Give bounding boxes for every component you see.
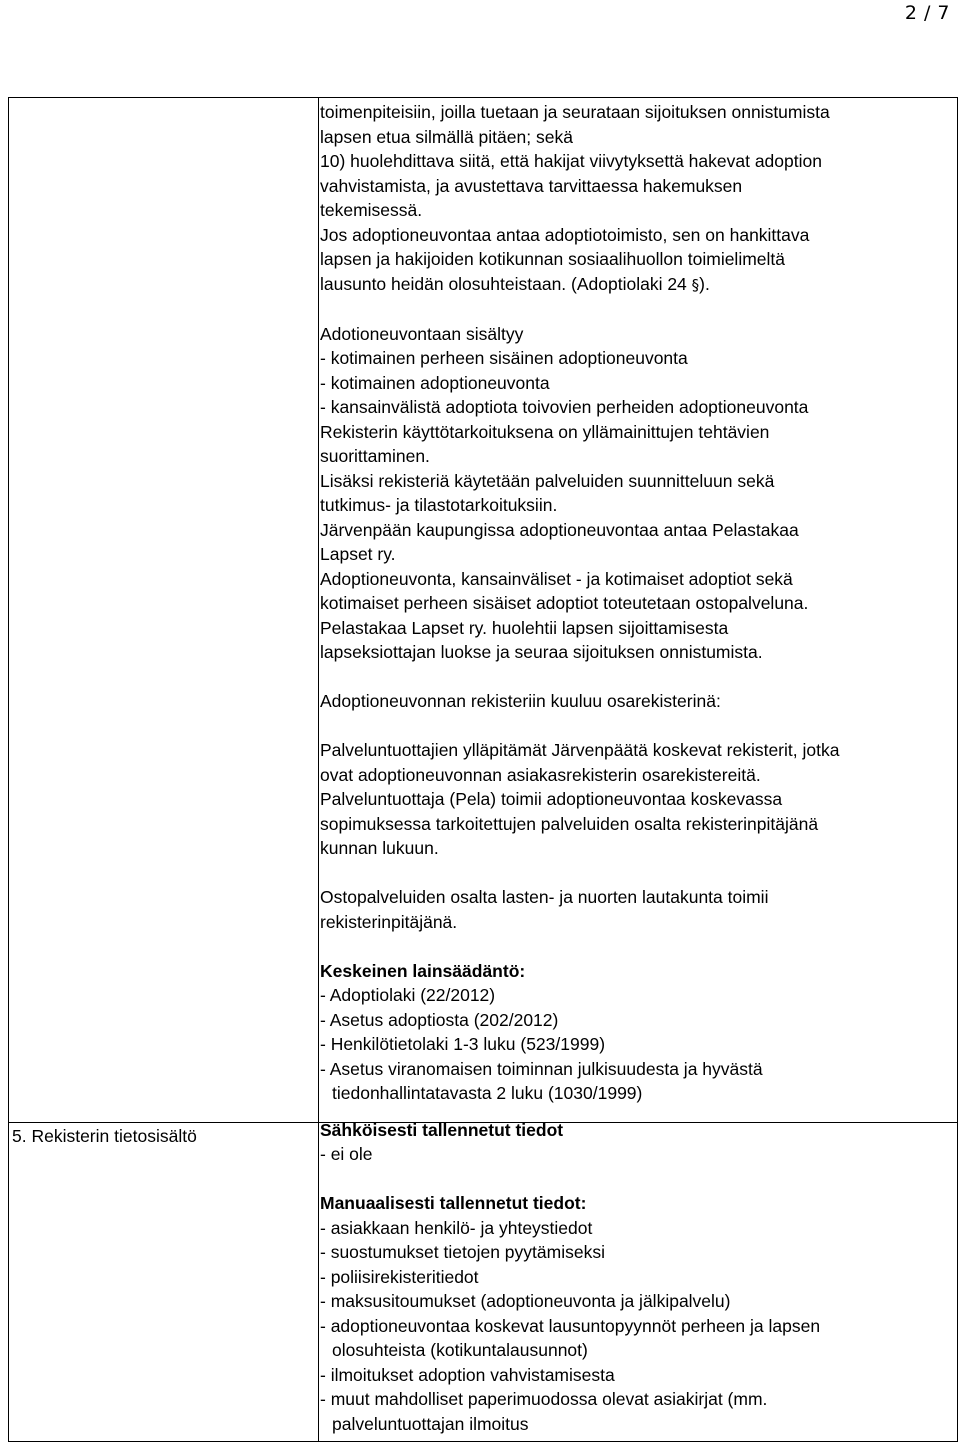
electronic-data-heading: Sähköisesti tallennetut tiedot [320, 1119, 564, 1140]
text-line: rekisterinpitäjänä. [320, 911, 458, 932]
text-line: suorittaminen. [320, 446, 430, 466]
text-line: Ostopalveluiden osalta lasten- ja nuorten lautakunta toimii [320, 887, 769, 907]
section-sign: § [691, 275, 700, 294]
text-line: Rekisterin käyttötarkoituksena on yllämainittujen tehtävien [320, 421, 770, 442]
list-item: - adoptioneuvontaa koskevat lausuntopyynnöt perheen ja lapsen [320, 1315, 821, 1336]
section-5-label: 5. Rekisterin tietosisältö [12, 1126, 197, 1146]
list-item: - ei ole [320, 1144, 373, 1164]
legislation-section [320, 959, 955, 1106]
text-line: Palveluntuottaja (Pela) toimii adoptioneuvontaa koskevassa [320, 789, 783, 809]
column-divider [318, 98, 319, 1441]
text-line: lapsen etua silmällä pitäen; sekä [320, 126, 573, 147]
text-line: kotimaiset perheen sisäiset adoptiot toteutetaan ostopalveluna. [320, 593, 809, 613]
legislation-heading: Keskeinen lainsäädäntö: [320, 960, 526, 981]
list-item-continuation: olosuhteista (kotikuntalausunnot) [332, 1340, 588, 1360]
list-item: - suostumukset tietojen pyytämiseksi [320, 1242, 605, 1262]
text-line: Adoptioneuvonta, kansainväliset - ja kotimaiset adoptiot sekä [320, 568, 793, 589]
text-line: lapseksiottajan luokse ja seuraa sijoituksen onnistumista. [320, 642, 763, 662]
law-reference-end: ). [699, 273, 710, 294]
list-item: - Asetus adoptiosta (202/2012) [320, 1009, 559, 1030]
text-line: Adotioneuvontaan sisältyy [320, 323, 524, 344]
list-item: - Adoptiolaki (22/2012) [320, 985, 496, 1005]
law-reference-text: lausunto heidän olosuhteistaan. (Adoptiolaki 24 [320, 273, 692, 294]
text-line: Järvenpään kaupungissa adoptioneuvontaa antaa Pelastakaa [320, 519, 799, 540]
text-line: Jos adoptioneuvontaa antaa adoptiotoimisto, sen on hankittava [320, 224, 810, 245]
text-line: - kansainvälistä adoptiota toivovien perheiden adoptioneuvonta [320, 397, 809, 417]
list-item-continuation: tiedonhallintatavasta 2 luku (1030/1999) [332, 1083, 643, 1103]
text-line: Lapset ry. [320, 544, 396, 564]
manual-data-heading: Manuaalisesti tallennetut tiedot: [320, 1193, 587, 1213]
register-table [8, 97, 958, 1442]
text-line: sopimuksessa tarkoitettujen palveluiden osalta rekisterinpitäjänä [320, 813, 819, 834]
text-line: toimenpiteisiin, joilla tuetaan ja seurataan sijoituksen onnistumista [320, 102, 830, 122]
page-number: 2 / 7 [904, 2, 950, 24]
list-item: - poliisirekisteritiedot [320, 1266, 479, 1287]
text-line: - kotimainen adoptioneuvonta [320, 372, 550, 393]
right-column-content [320, 100, 955, 1436]
subregisters-heading: Adoptioneuvonnan rekisteriin kuuluu osarekisterinä: [320, 691, 721, 711]
text-line: vahvistamista, ja avustettava tarvittaessa hakemuksen [320, 175, 743, 196]
list-item: - Asetus viranomaisen toiminnan julkisuudesta ja hyvästä [320, 1058, 763, 1079]
text-line: Palveluntuottajien ylläpitämät Järvenpäätä koskevat rekisterit, jotka [320, 740, 840, 760]
text-line: kunnan lukuun. [320, 838, 439, 858]
list-item: - maksusitoumukset (adoptioneuvonta ja jälkipalvelu) [320, 1291, 731, 1311]
list-item-continuation: palveluntuottajan ilmoitus [332, 1413, 529, 1434]
intro-paragraph [320, 100, 955, 297]
text-line: Lisäksi rekisteriä käytetään palveluiden suunnitteluun sekä [320, 470, 775, 491]
text-line: tekemisessä. [320, 200, 423, 220]
text-line: ovat adoptioneuvonnan asiakasrekisterin osarekistereitä. [320, 764, 761, 785]
contents-paragraph [320, 322, 955, 665]
text-line: Pelastakaa Lapset ry. huolehtii lapsen sijoittamisesta [320, 617, 729, 638]
subregisters-paragraph [320, 738, 955, 861]
text-line: lapsen ja hakijoiden kotikunnan sosiaalihuollon toimielimeltä [320, 249, 786, 269]
text-line: tutkimus- ja tilastotarkoituksiin. [320, 495, 558, 515]
text-line: - kotimainen perheen sisäinen adoptioneuvonta [320, 348, 688, 368]
text-line: 10) huolehdittava siitä, että hakijat viivytyksettä hakevat adoption [320, 151, 822, 171]
list-item: - Henkilötietolaki 1-3 luku (523/1999) [320, 1034, 606, 1054]
list-item: - muut mahdolliset paperimuodossa olevat asiakirjat (mm. [320, 1389, 768, 1409]
list-item: - asiakkaan henkilö- ja yhteystiedot [320, 1217, 593, 1238]
text-line [320, 272, 955, 298]
manual-data-section [320, 1191, 955, 1436]
list-item: - ilmoitukset adoption vahvistamisesta [320, 1364, 615, 1385]
controller-paragraph [320, 885, 955, 934]
electronic-data-section [320, 1118, 955, 1167]
